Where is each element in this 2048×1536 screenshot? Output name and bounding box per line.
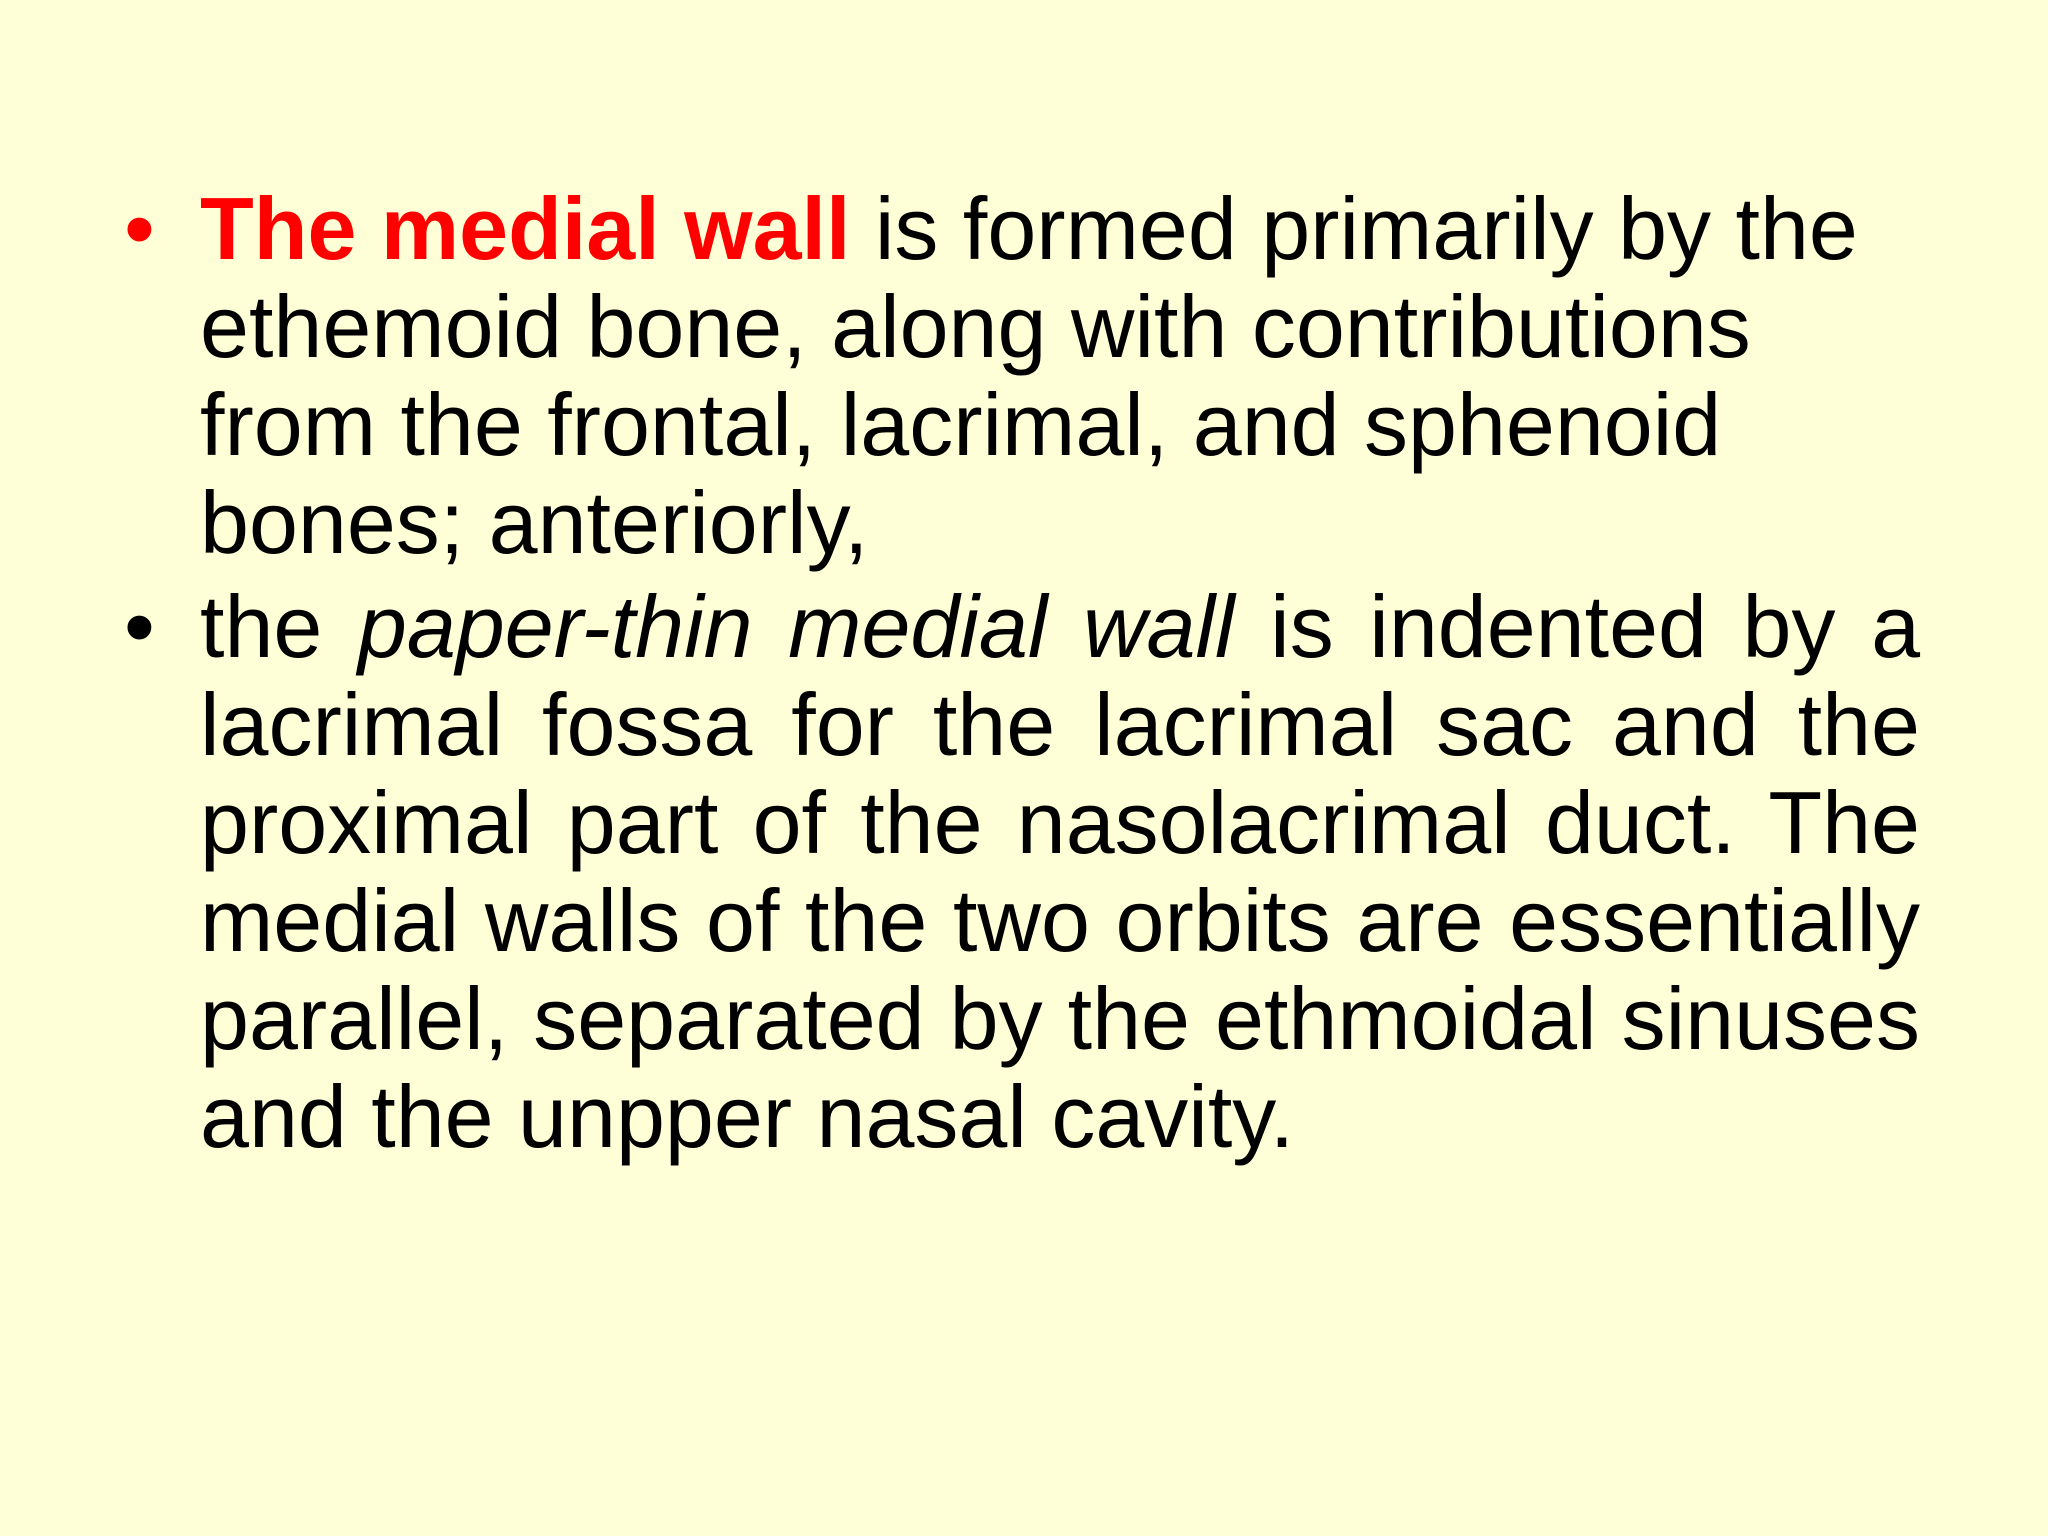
bullet-list <box>120 180 1920 1172</box>
bullet-item-medial-wall <box>120 180 1920 572</box>
bullet-text <box>200 578 1920 1166</box>
italic-term: paper-thin medial wall <box>357 577 1235 676</box>
bullet-body: is indented by a lacrimal fossa for the lacrimal sac and the proximal part of the nasolacrimal duct. The medial walls of the two orbits are essentially parallel, separated by the ethmoidal sinuses and the unpper nasal cavity. <box>200 577 1921 1166</box>
bullet-item-paper-thin <box>120 578 1920 1166</box>
bullet-body: is formed primarily by the ethemoid bone, along with contributions from the frontal, lacrimal, and sphenoid bones; anteriorly, <box>200 179 1858 572</box>
highlight-term: The medial wall <box>200 179 851 278</box>
bullet-dot: • <box>124 577 155 676</box>
bullet-dot: • <box>124 179 155 278</box>
bullet-text <box>200 180 1920 572</box>
bullet-lead: the <box>200 577 358 676</box>
